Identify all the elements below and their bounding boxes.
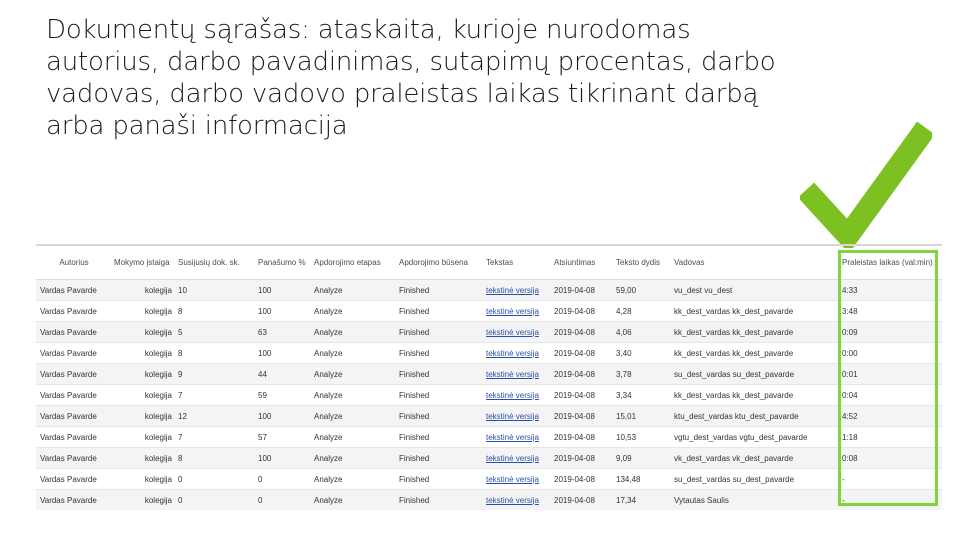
cell-col-text[interactable]: tekstinė versija — [482, 280, 550, 301]
cell-col-processing-status: Finished — [395, 406, 482, 427]
slide-title: Dokumentų sąrašas: ataskaita, kurioje nurodomas autorius, darbo pavadinimas, sutapimų procentas, darbo vadovas, darbo vadovo praleistas laikas tikrinant darbą arba panaši informacija — [46, 15, 776, 141]
cell-col-time-spent: 4:52 — [838, 406, 942, 427]
cell-col-time-spent: 1:18 — [838, 427, 942, 448]
cell-col-processing-stage: Analyze — [310, 343, 395, 364]
table-row[interactable] — [36, 385, 942, 406]
cell-col-author: Vardas Pavarde — [36, 490, 110, 511]
cell-col-similarity: 57 — [254, 427, 310, 448]
cell-col-similarity: 100 — [254, 406, 310, 427]
table-row[interactable] — [36, 406, 942, 427]
cell-col-time-spent: 4:33 — [838, 280, 942, 301]
cell-col-related-docs: 12 — [174, 406, 254, 427]
header-col-text[interactable]: Tekstas — [482, 245, 550, 280]
cell-col-institution: kolegija — [110, 490, 174, 511]
cell-col-text-size: 10,53 — [612, 427, 670, 448]
cell-col-upload-date: 2019-04-08 — [550, 490, 612, 511]
cell-col-related-docs: 9 — [174, 364, 254, 385]
cell-col-institution: kolegija — [110, 469, 174, 490]
cell-col-similarity: 0 — [254, 490, 310, 511]
cell-col-text[interactable]: tekstinė versija — [482, 448, 550, 469]
cell-col-text-size: 3,34 — [612, 385, 670, 406]
table-body — [36, 280, 942, 511]
cell-col-related-docs: 0 — [174, 490, 254, 511]
cell-col-supervisor: kk_dest_vardas kk_dest_pavarde — [670, 385, 838, 406]
cell-col-supervisor: kk_dest_vardas kk_dest_pavarde — [670, 301, 838, 322]
cell-col-text-size: 4,06 — [612, 322, 670, 343]
cell-col-text[interactable]: tekstinė versija — [482, 322, 550, 343]
cell-col-text[interactable]: tekstinė versija — [482, 490, 550, 511]
cell-col-related-docs: 7 — [174, 385, 254, 406]
cell-col-institution: kolegija — [110, 448, 174, 469]
checkmark-icon — [800, 122, 932, 248]
cell-col-upload-date: 2019-04-08 — [550, 385, 612, 406]
cell-col-similarity: 0 — [254, 469, 310, 490]
header-col-institution[interactable]: Mokymo įstaiga — [110, 245, 174, 280]
cell-col-time-spent: 0:01 — [838, 364, 942, 385]
cell-col-processing-stage: Analyze — [310, 280, 395, 301]
documents-table-container — [36, 245, 946, 510]
header-col-text-size[interactable]: Teksto dydis — [612, 245, 670, 280]
cell-col-institution: kolegija — [110, 364, 174, 385]
cell-col-institution: kolegija — [110, 280, 174, 301]
cell-col-time-spent: 0:00 — [838, 343, 942, 364]
cell-col-author: Vardas Pavarde — [36, 343, 110, 364]
table-row[interactable] — [36, 427, 942, 448]
cell-col-upload-date: 2019-04-08 — [550, 469, 612, 490]
cell-col-text[interactable]: tekstinė versija — [482, 406, 550, 427]
cell-col-author: Vardas Pavarde — [36, 322, 110, 343]
cell-col-upload-date: 2019-04-08 — [550, 301, 612, 322]
cell-col-text-size: 15,01 — [612, 406, 670, 427]
table-row[interactable] — [36, 364, 942, 385]
cell-col-processing-stage: Analyze — [310, 364, 395, 385]
cell-col-institution: kolegija — [110, 301, 174, 322]
header-col-upload-date[interactable]: Atsiuntimas — [550, 245, 612, 280]
cell-col-processing-status: Finished — [395, 301, 482, 322]
cell-col-similarity: 59 — [254, 385, 310, 406]
cell-col-processing-stage: Analyze — [310, 322, 395, 343]
cell-col-similarity: 44 — [254, 364, 310, 385]
table-header-row — [36, 245, 942, 280]
cell-col-text[interactable]: tekstinė versija — [482, 301, 550, 322]
cell-col-processing-status: Finished — [395, 448, 482, 469]
cell-col-supervisor: vk_dest_vardas vk_dest_pavarde — [670, 448, 838, 469]
cell-col-similarity: 100 — [254, 448, 310, 469]
cell-col-supervisor: kk_dest_vardas kk_dest_pavarde — [670, 322, 838, 343]
cell-col-institution: kolegija — [110, 406, 174, 427]
cell-col-text[interactable]: tekstinė versija — [482, 343, 550, 364]
header-col-supervisor[interactable]: Vadovas — [670, 245, 838, 280]
cell-col-author: Vardas Pavarde — [36, 280, 110, 301]
cell-col-upload-date: 2019-04-08 — [550, 343, 612, 364]
cell-col-text-size: 9,09 — [612, 448, 670, 469]
cell-col-institution: kolegija — [110, 427, 174, 448]
cell-col-text[interactable]: tekstinė versija — [482, 427, 550, 448]
table-row[interactable] — [36, 469, 942, 490]
cell-col-author: Vardas Pavarde — [36, 385, 110, 406]
cell-col-related-docs: 7 — [174, 427, 254, 448]
cell-col-upload-date: 2019-04-08 — [550, 448, 612, 469]
cell-col-similarity: 100 — [254, 343, 310, 364]
table-row[interactable] — [36, 490, 942, 511]
cell-col-upload-date: 2019-04-08 — [550, 364, 612, 385]
cell-col-similarity: 100 — [254, 280, 310, 301]
cell-col-author: Vardas Pavarde — [36, 364, 110, 385]
cell-col-time-spent: 0:08 — [838, 448, 942, 469]
cell-col-upload-date: 2019-04-08 — [550, 427, 612, 448]
cell-col-supervisor: su_dest_vardas su_dest_pavarde — [670, 469, 838, 490]
cell-col-processing-stage: Analyze — [310, 406, 395, 427]
cell-col-supervisor: vgtu_dest_vardas vgtu_dest_pavarde — [670, 427, 838, 448]
cell-col-related-docs: 10 — [174, 280, 254, 301]
cell-col-supervisor: su_dest_vardas su_dest_pavarde — [670, 364, 838, 385]
cell-col-text-size: 59,00 — [612, 280, 670, 301]
cell-col-institution: kolegija — [110, 385, 174, 406]
cell-col-text-size: 17,34 — [612, 490, 670, 511]
cell-col-text[interactable]: tekstinė versija — [482, 385, 550, 406]
cell-col-supervisor: Vytautas Saulis — [670, 490, 838, 511]
cell-col-processing-status: Finished — [395, 427, 482, 448]
cell-col-supervisor: ktu_dest_vardas ktu_dest_pavarde — [670, 406, 838, 427]
cell-col-processing-stage: Analyze — [310, 490, 395, 511]
cell-col-text-size: 134,48 — [612, 469, 670, 490]
cell-col-time-spent: 0:04 — [838, 385, 942, 406]
header-col-time-spent[interactable]: Praleistas laikas (val:min) — [838, 245, 942, 280]
header-col-author[interactable]: Autorius — [36, 245, 110, 280]
cell-col-supervisor: kk_dest_vardas kk_dest_pavarde — [670, 343, 838, 364]
cell-col-processing-status: Finished — [395, 385, 482, 406]
table-row[interactable] — [36, 280, 942, 301]
documents-table — [36, 245, 942, 510]
cell-col-processing-status: Finished — [395, 343, 482, 364]
cell-col-related-docs: 8 — [174, 301, 254, 322]
cell-col-related-docs: 5 — [174, 322, 254, 343]
cell-col-institution: kolegija — [110, 322, 174, 343]
cell-col-processing-status: Finished — [395, 469, 482, 490]
cell-col-similarity: 100 — [254, 301, 310, 322]
header-col-related-docs[interactable]: Susijusių dok. sk. — [174, 245, 254, 280]
cell-col-time-spent: - — [838, 469, 942, 490]
cell-col-upload-date: 2019-04-08 — [550, 322, 612, 343]
cell-col-supervisor: vu_dest vu_dest — [670, 280, 838, 301]
cell-col-text[interactable]: tekstinė versija — [482, 364, 550, 385]
header-col-processing-stage[interactable]: Apdorojimo etapas — [310, 245, 395, 280]
cell-col-author: Vardas Pavarde — [36, 406, 110, 427]
cell-col-text[interactable]: tekstinė versija — [482, 469, 550, 490]
cell-col-time-spent: 0:09 — [838, 322, 942, 343]
cell-col-processing-stage: Analyze — [310, 301, 395, 322]
cell-col-text-size: 4,28 — [612, 301, 670, 322]
cell-col-processing-status: Finished — [395, 280, 482, 301]
cell-col-text-size: 3,78 — [612, 364, 670, 385]
cell-col-related-docs: 0 — [174, 469, 254, 490]
cell-col-processing-stage: Analyze — [310, 448, 395, 469]
cell-col-upload-date: 2019-04-08 — [550, 406, 612, 427]
cell-col-processing-stage: Analyze — [310, 385, 395, 406]
cell-col-related-docs: 8 — [174, 343, 254, 364]
cell-col-processing-status: Finished — [395, 364, 482, 385]
table-row[interactable] — [36, 343, 942, 364]
cell-col-processing-stage: Analyze — [310, 427, 395, 448]
cell-col-related-docs: 8 — [174, 448, 254, 469]
cell-col-author: Vardas Pavarde — [36, 448, 110, 469]
header-col-processing-status[interactable]: Apdorojimo būsena — [395, 245, 482, 280]
cell-col-author: Vardas Pavarde — [36, 427, 110, 448]
cell-col-time-spent: - — [838, 490, 942, 511]
table-header — [36, 245, 942, 280]
cell-col-time-spent: 3:48 — [838, 301, 942, 322]
cell-col-text-size: 3,40 — [612, 343, 670, 364]
cell-col-author: Vardas Pavarde — [36, 469, 110, 490]
table-row[interactable] — [36, 322, 942, 343]
cell-col-processing-status: Finished — [395, 490, 482, 511]
cell-col-upload-date: 2019-04-08 — [550, 280, 612, 301]
cell-col-processing-stage: Analyze — [310, 469, 395, 490]
table-row[interactable] — [36, 301, 942, 322]
table-row[interactable] — [36, 448, 942, 469]
cell-col-similarity: 63 — [254, 322, 310, 343]
header-col-similarity[interactable]: Panašumo % — [254, 245, 310, 280]
cell-col-processing-status: Finished — [395, 322, 482, 343]
cell-col-author: Vardas Pavarde — [36, 301, 110, 322]
cell-col-institution: kolegija — [110, 343, 174, 364]
